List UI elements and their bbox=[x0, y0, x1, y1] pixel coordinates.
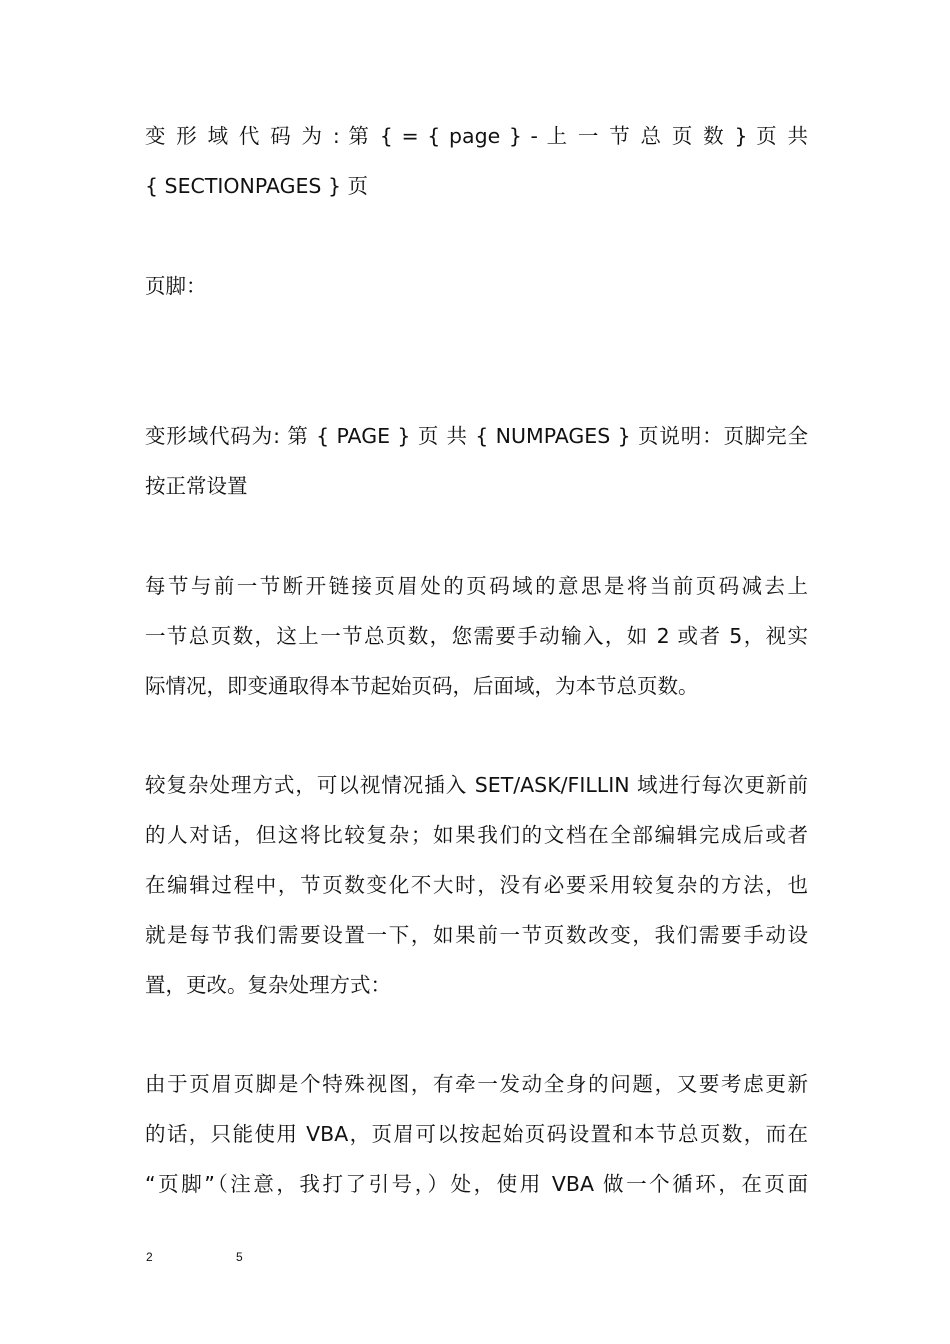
paragraph-line: 按正常设置 bbox=[145, 474, 248, 498]
paragraph-line: 的话，只能使用 VBA，页眉可以按起始页码设置和本节总页数，而在 bbox=[145, 1122, 808, 1146]
paragraph-line: 际情况，即变通取得本节起始页码，后面域，为本节总页数。 bbox=[145, 674, 699, 698]
paragraph-complex-method bbox=[145, 760, 808, 1010]
paragraph-line: 在编辑过程中，节页数变化不大时，没有必要采用较复杂的方法，也 bbox=[145, 873, 808, 897]
paragraph-line: 置，更改。复杂处理方式： bbox=[145, 973, 391, 997]
paragraph-line: 页脚： bbox=[145, 274, 207, 298]
footer-page-number-left: 2 bbox=[146, 1250, 153, 1264]
paragraph-line: 较复杂处理方式，可以视情况插入 SET/ASK/FILLIN 域进行每次更新前 bbox=[145, 773, 808, 797]
paragraph-line: 就是每节我们需要设置一下，如果前一节页数改变，我们需要手动设 bbox=[145, 923, 808, 947]
paragraph-line: { SECTIONPAGES } 页 bbox=[145, 174, 369, 198]
paragraph-line: 的人对话，但这将比较复杂；如果我们的文档在全部编辑完成后或者 bbox=[145, 823, 808, 847]
paragraph-field-code-header bbox=[145, 111, 808, 211]
paragraph-line: 变 形 域 代 码 为 : 第 { = { page } - 上 一 节 总 页 数 } 页 共 bbox=[145, 124, 808, 148]
paragraph-line: 每节与前一节断开链接页眉处的页码域的意思是将当前页码减去上 bbox=[145, 574, 808, 598]
paragraph-field-code-footer bbox=[145, 411, 808, 511]
paragraph-line: 变形域代码为: 第 { PAGE } 页 共 { NUMPAGES } 页说明：页脚完全 bbox=[145, 424, 808, 448]
paragraph-footer-heading bbox=[145, 261, 808, 311]
paragraph-vba-method bbox=[145, 1059, 808, 1209]
paragraph-explanation bbox=[145, 561, 808, 711]
paragraph-line: 一节总页数，这上一节总页数，您需要手动输入，如 2 或者 5，视实 bbox=[145, 624, 808, 648]
paragraph-line: 由于页眉页脚是个特殊视图，有牵一发动全身的问题，又要考虑更新 bbox=[145, 1072, 808, 1096]
paragraph-line: “页脚”（注意，我打了引号，）处，使用 VBA 做一个循环，在页面 bbox=[145, 1172, 808, 1196]
footer-page-number-right: 5 bbox=[236, 1250, 243, 1264]
